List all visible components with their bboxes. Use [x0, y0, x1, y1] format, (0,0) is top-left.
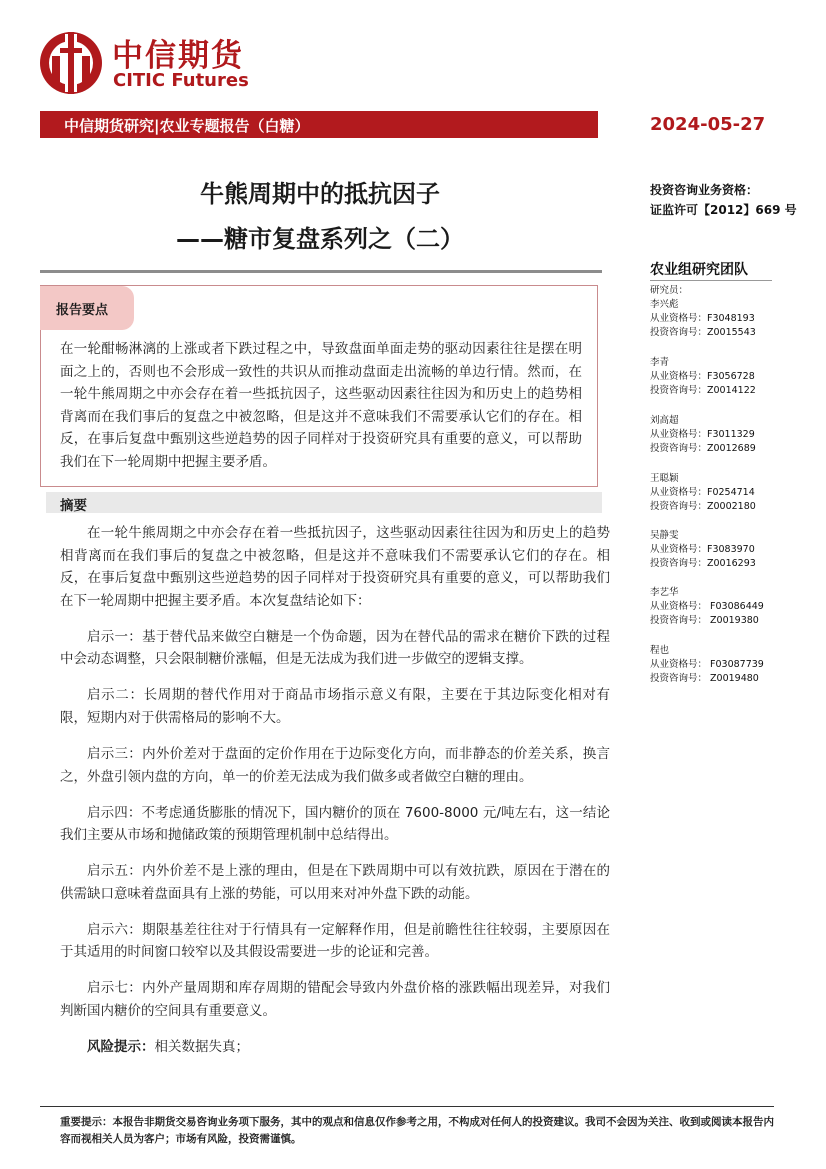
insight-paragraph: 启示四：不考虑通货膨胀的情况下，国内糖价的顶在 7600-8000 元/吨左右，这一结论我们主要从市场和抛储政策的预期管理机制中总结得出。 [60, 804, 610, 844]
researcher-role: 研究员： [650, 285, 689, 296]
title-divider [40, 270, 602, 273]
researcher-card [650, 356, 790, 398]
researcher-card [650, 414, 790, 456]
researcher-qual: 从业资格号：F0254714 [650, 487, 755, 498]
abstract-heading: 摘要 [60, 498, 87, 514]
summary-text: 在一轮酣畅淋漓的上涨或者下跌过程之中，导致盘面单面走势的驱动因素往往是摆在明面之上的，否则也不会形成一致性的共识从而推动盘面走出流畅的单边行情。然而，在一轮牛熊周期之中亦会存在着一些抵抗因子，这些驱动因素往往因为和历史上的趋势相背离而在我们事后的复盘之中被忽略，但是这并不意味我们不需要承认它们的存在。相反，在事后复盘中甄别这些逆趋势的因子同样对于投资研究具有重要的意义，可以帮助我们在下一轮周期中把握主要矛盾。 [60, 341, 582, 470]
researcher-qual: 从业资格号：F3056728 [650, 371, 755, 382]
researcher-name: 李青 [650, 357, 670, 368]
researcher-card [650, 284, 790, 340]
researcher-consult: 投资咨询号：Z0016293 [650, 558, 756, 569]
insight-paragraph: 启示六：期限基差往往对于行情具有一定解释作用，但是前瞻性往往较弱，主要原因在于其适用的时间窗口较窄以及其假设需要进一步的论证和完善。 [60, 921, 610, 961]
insight-paragraph: 启示五：内外价差不是上涨的理由，但是在下跌周期中可以有效抗跌，原因在于潜在的供需缺口意味着盘面具有上涨的势能，可以用来对冲外盘下跌的动能。 [60, 863, 610, 902]
researcher-consult: 投资咨询号：Z0012689 [650, 443, 756, 454]
researcher-qual: 从业资格号： F03087739 [650, 659, 764, 670]
researcher-consult: 投资咨询号：Z0014122 [650, 385, 756, 396]
risk-label: 风险提示： [87, 1038, 155, 1055]
abstract-heading-bar [46, 492, 602, 513]
researcher-card [650, 529, 790, 571]
researcher-card [650, 586, 790, 628]
team-divider [650, 280, 772, 281]
researcher-qual: 从业资格号：F3083970 [650, 544, 755, 555]
insight-paragraph: 启示一：基于替代品来做空白糖是一个伪命题，因为在替代品的需求在糖价下跌的过程中会动态调整，只会限制糖价涨幅，但是无法成为我们进一步做空的逻辑支撑。 [60, 628, 610, 668]
footer-divider [40, 1106, 774, 1107]
disclaimer: 重要提示：本报告非期货交易咨询业务项下服务，其中的观点和信息仅作参考之用，不构成对任何人的投资建议。我司不会因为关注、收到或阅读本报告内容而视相关人员为客户；市场有风险，投资需谨慎。 [60, 1116, 774, 1145]
report-title: 牛熊周期中的抵抗因子 [200, 180, 440, 208]
insight-paragraph: 启示二：长周期的替代作用对于商品市场指示意义有限，主要在于其边际变化相对有限，短期内对于供需格局的影响不大。 [60, 687, 610, 726]
team-title: 农业组研究团队 [650, 262, 748, 278]
researcher-consult: 投资咨询号：Z0015543 [650, 327, 756, 338]
researcher-name: 李兴彪 [650, 299, 679, 310]
abstract-body [60, 522, 610, 1072]
researcher-consult: 投资咨询号：Z0002180 [650, 501, 756, 512]
researcher-consult: 投资咨询号： Z0019480 [650, 673, 759, 684]
brand-name-en: CITIC Futures [113, 70, 249, 91]
citic-logo-icon [38, 30, 104, 96]
researcher-name: 刘高超 [650, 415, 679, 426]
researcher-qual: 从业资格号：F3011329 [650, 429, 755, 440]
report-date: 2024-05-27 [650, 114, 766, 135]
license-label: 投资咨询业务资格： [650, 183, 759, 197]
researcher-consult: 投资咨询号： Z0019380 [650, 615, 759, 626]
researcher-card [650, 644, 790, 686]
researcher-qual: 从业资格号： F03086449 [650, 601, 764, 612]
insight-paragraph: 启示三：内外价差对于盘面的定价作用在于边际变化方向，而非静态的价差关系，换言之，外盘引领内盘的方向，单一的价差无法成为我们做多或者做空白糖的理由。 [60, 745, 610, 785]
brand-name-cn: 中信期货 [112, 38, 244, 74]
researcher-name: 李艺华 [650, 587, 679, 598]
license-number: 证监许可【2012】669 号 [650, 203, 797, 217]
researcher-qual: 从业资格号：F3048193 [650, 313, 755, 324]
report-category: 中信期货研究|农业专题报告（白糖） [64, 117, 310, 135]
summary-tag-label: 报告要点 [56, 303, 109, 318]
insight-paragraph: 启示七：内外产量周期和库存周期的错配会导致内外盘价格的涨跌幅出现差异，对我们判断国内糖价的空间具有重要意义。 [60, 980, 610, 1019]
risk-text: 相关数据失真； [154, 1038, 249, 1055]
abstract-intro: 在一轮牛熊周期之中亦会存在着一些抵抗因子，这些驱动因素往往因为和历史上的趋势相背离而在我们事后的复盘之中被忽略，但是这并不意味我们不需要承认它们的存在。相反，在事后复盘中甄别这些逆趋势的因子同样对于投资研究具有重要的意义，可以帮助我们在下一轮周期中把握主要矛盾。本次复盘结论如下： [60, 525, 610, 609]
risk-note [60, 1036, 610, 1059]
researcher-name: 吴静雯 [650, 530, 679, 541]
researcher-name: 王聪颖 [650, 473, 679, 484]
report-subtitle: ——糖市复盘系列之（二） [176, 225, 464, 253]
researcher-card [650, 472, 790, 514]
researcher-name: 程也 [650, 645, 670, 656]
